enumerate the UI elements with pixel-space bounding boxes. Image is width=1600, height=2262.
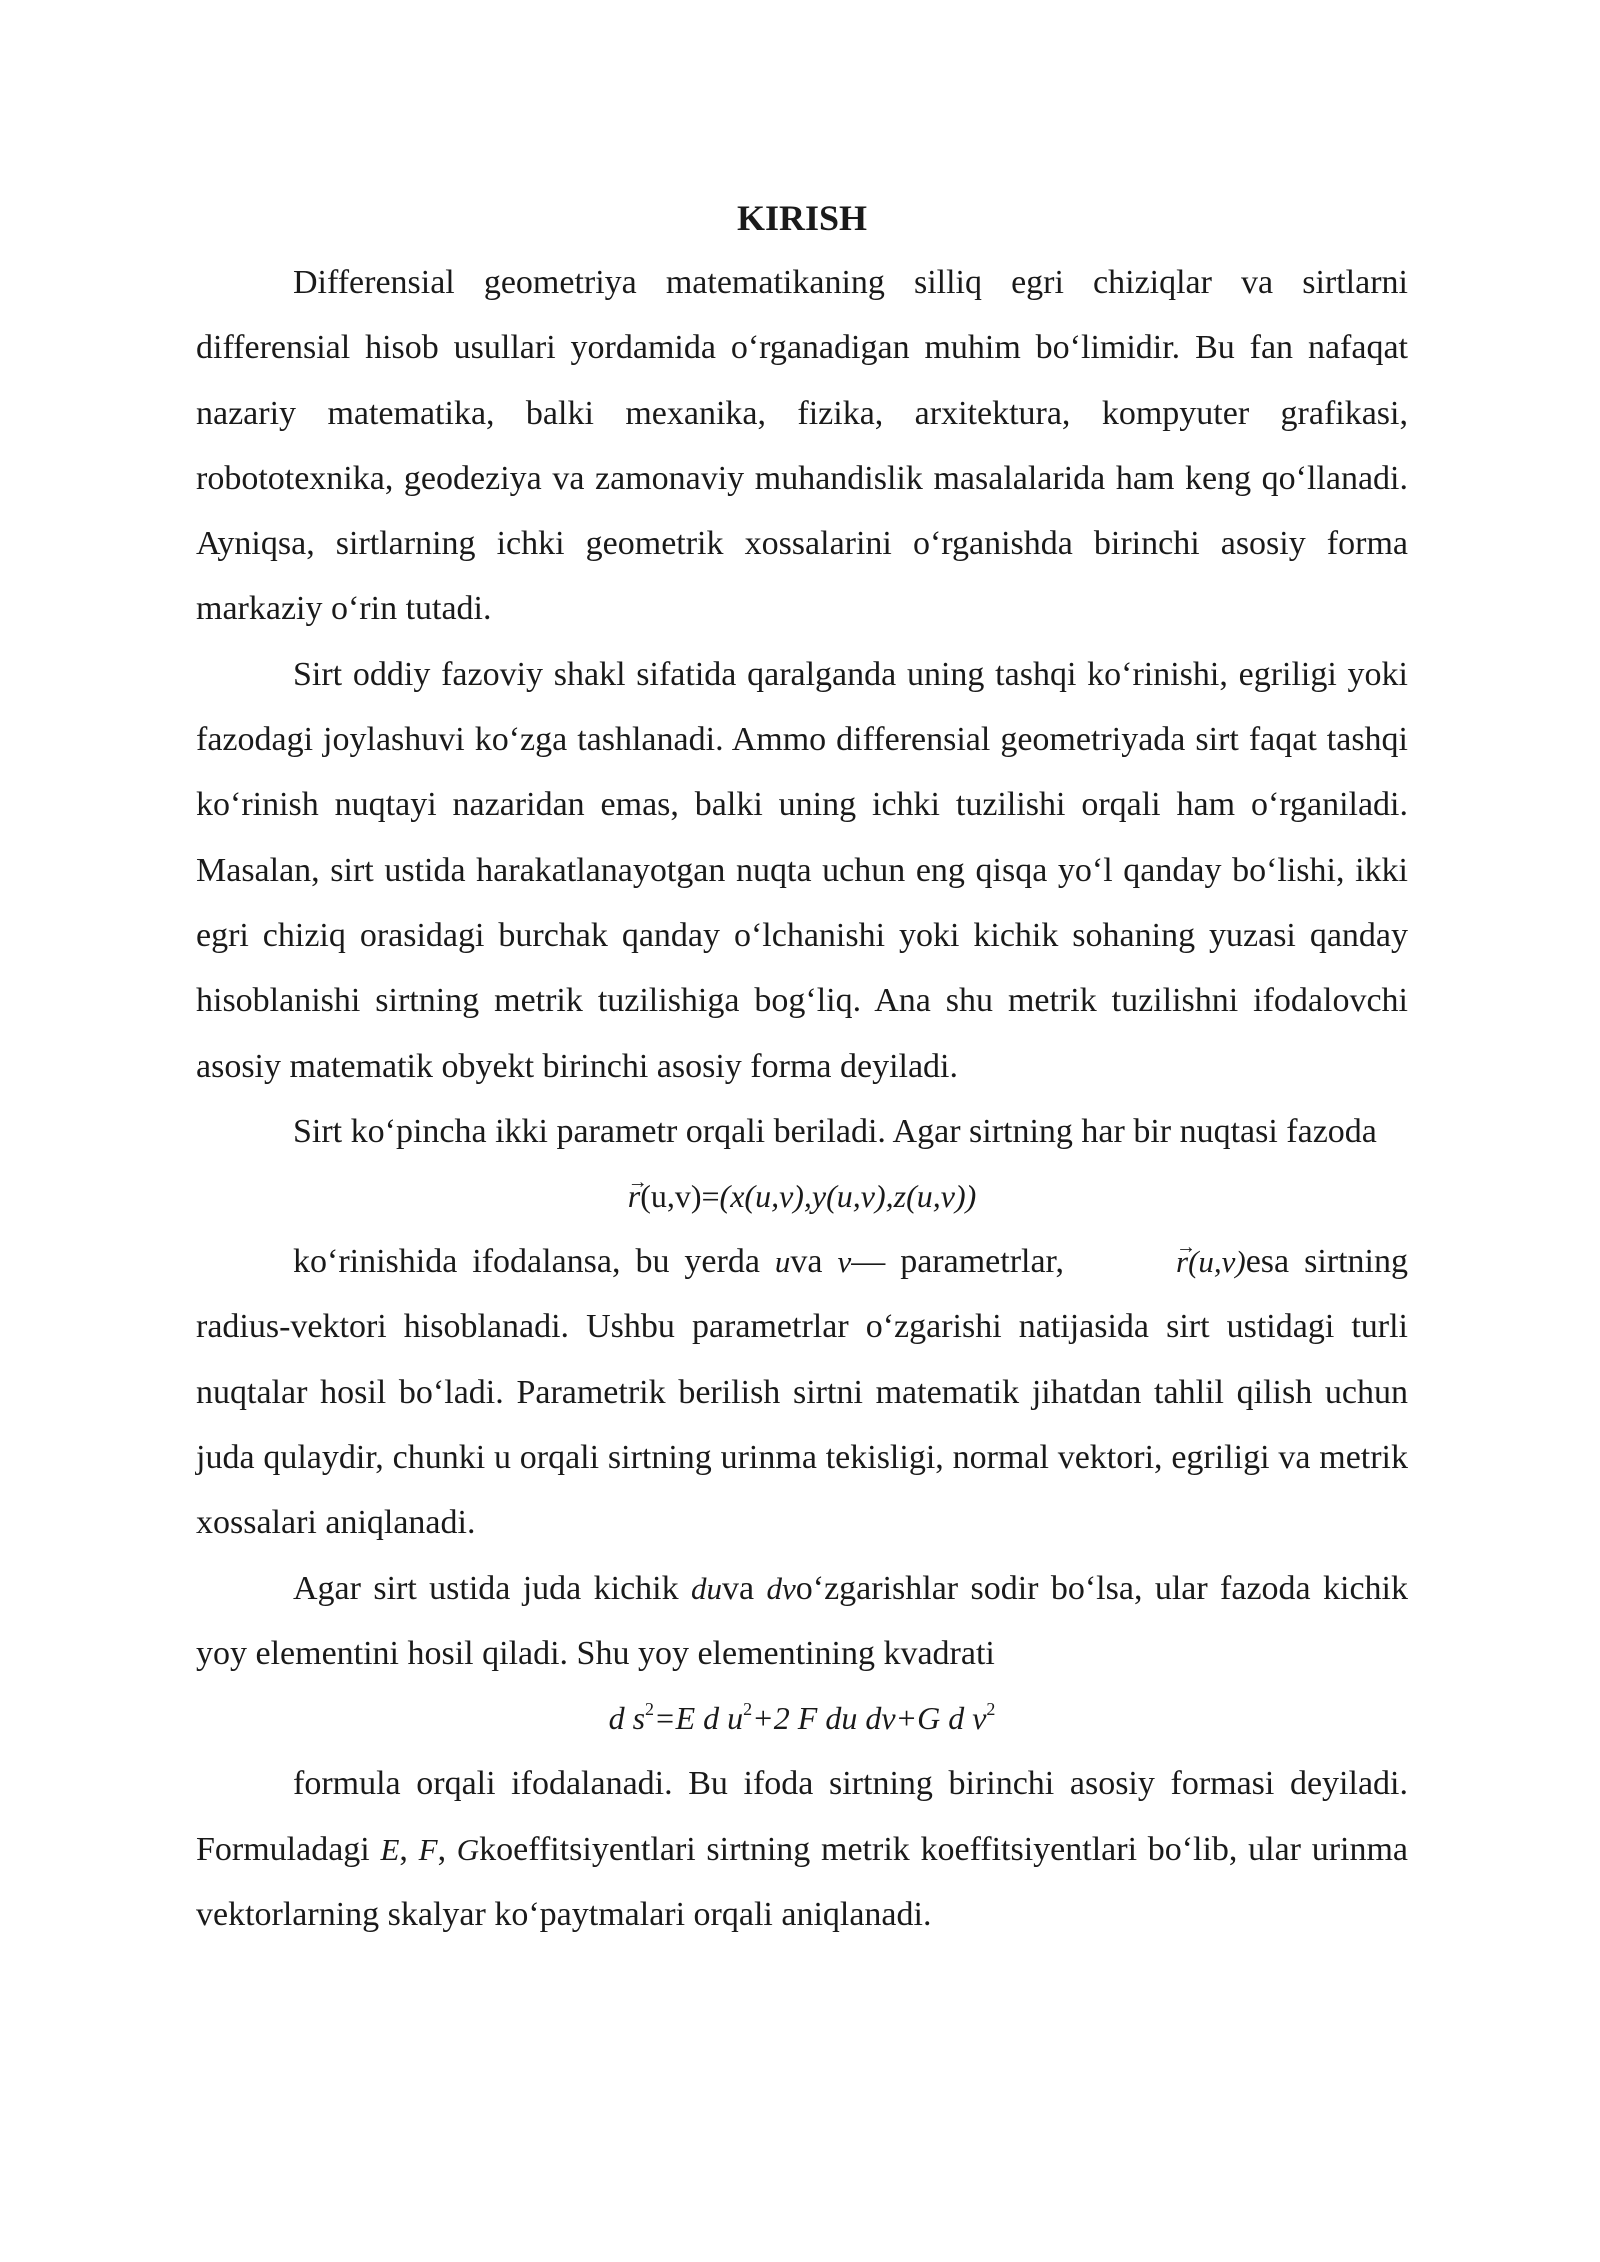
p6-comma-1: , (399, 1830, 419, 1868)
formula-equals: = (701, 1178, 720, 1215)
p4-text-4: esa sirtning radius-vektori hisoblanadi. Ushbu parametrlar o‘zgarishi natijasida sirt ustidagi turli nuqtalar hosil bo‘ladi. Parametrik berilish sirtni matematik jihatdan tahlil qilish uchun juda qulaydir, chunki u orqali sirtning urinma tekisligi, normal vektori, egriligi va metrik xossalari aniqlanadi. (196, 1243, 1408, 1542)
section-title: KIRISH (736, 198, 868, 238)
vector-r-inline: → r (1079, 1229, 1188, 1294)
formula2-sup-1: 2 (645, 1699, 655, 1720)
paragraph-parametrization: Sirt ko‘pincha ikki parametr orqali beriladi. Agar sirtning har bir nuqtasi fazoda (293, 1112, 1377, 1150)
p5-text-2: va (722, 1569, 767, 1607)
paragraph-coefficients (196, 1751, 1408, 1947)
p4-text-3: — parametrlar, (851, 1243, 1079, 1281)
symbol-dv: dv (766, 1570, 796, 1606)
formula-rhs: (x(u,v),y(u,v),z(u,v)) (719, 1178, 977, 1215)
formula2-ds: d s (608, 1700, 646, 1737)
document-page (196, 188, 1408, 1947)
formula2-part-2: +2 F du dv+G d v (752, 1700, 987, 1737)
formula2-sup-3: 2 (986, 1699, 996, 1720)
paragraph-arc-element (196, 1556, 1408, 1687)
vector-r-args: (u,v) (1188, 1244, 1246, 1280)
p6-text-2: koeffitsiyentlari sirtning metrik koeffitsiyentlari bo‘lib, ular urinma vektorlarning skalyar ko‘paytmalari orqali aniqlanadi. (196, 1830, 1409, 1933)
symbol-v: v (837, 1244, 852, 1280)
formula2-sup-2: 2 (743, 1699, 753, 1720)
p5-text-1: Agar sirt ustida juda kichik (293, 1569, 692, 1607)
formula-radius-vector (196, 1164, 1408, 1229)
p6-text-1: formula orqali ifodalanadi. Bu ifoda sirtning birinchi asosiy formasi deyiladi. Formuladagi (196, 1765, 1408, 1868)
paragraph-intro: Differensial geometriya matematikaning silliq egri chiziqlar va sirtlarni differensial hisob usullari yordamida o‘rganadigan muhim bo‘limidir. Bu fan nafaqat nazariy matematika, balki mexanika, fizika, arxitektura, kompyuter grafikasi, robototexnika, geodeziya va zamonaviy muhandislik masalalarida ham keng qo‘llanadi. Ayniqsa, sirtlarning ichki geometrik xossalarini o‘rganishda birinchi asosiy forma markaziy o‘rin tutadi. (196, 264, 1408, 628)
p6-comma-2: , (437, 1830, 457, 1868)
symbol-G: G (456, 1831, 480, 1867)
formula-lhs-args: (u,v) (640, 1178, 702, 1215)
vector-r-symbol: → r (628, 1164, 640, 1229)
symbol-u: u (774, 1244, 791, 1280)
p4-text-1: ko‘rinishida ifodalansa, bu yerda (293, 1243, 775, 1281)
formula2-part-1: =E d u (654, 1700, 744, 1737)
paragraph-surface-geometry: Sirt oddiy fazoviy shakl sifatida qaralganda uning tashqi ko‘rinishi, egriligi yoki fazodagi joylashuvi ko‘zga tashlanadi. Ammo differensial geometriyada sirt faqat tashqi ko‘rinish nuqtayi nazaridan emas, balki uning ichki tuzilishi orqali ham o‘rganiladi. Masalan, sirt ustida harakatlanayotgan nuqta uchun eng qisqa yo‘l qanday bo‘lishi, ikki egri chiziq orasidagi burchak qanday o‘lchanishi yoki kichik sohaning yuzasi qanday hisoblanishi sirtning metrik tuzilishiga bog‘liq. Ana shu metrik tuzilishni ifodalovchi asosiy matematik obyekt birinchi asosiy forma deyiladi. (196, 655, 1408, 1085)
symbol-F: F (418, 1831, 438, 1867)
p5-text-3: o‘zgarishlar sodir bo‘lsa, ular fazoda kichik yoy elementini hosil qiladi. Shu yoy elementining kvadrati (196, 1569, 1408, 1672)
paragraph-parameters (196, 1229, 1408, 1555)
formula-first-fundamental-form (196, 1686, 1408, 1751)
p4-text-2: va (790, 1243, 838, 1281)
symbol-E: E (380, 1831, 400, 1867)
symbol-du: du (691, 1570, 723, 1606)
